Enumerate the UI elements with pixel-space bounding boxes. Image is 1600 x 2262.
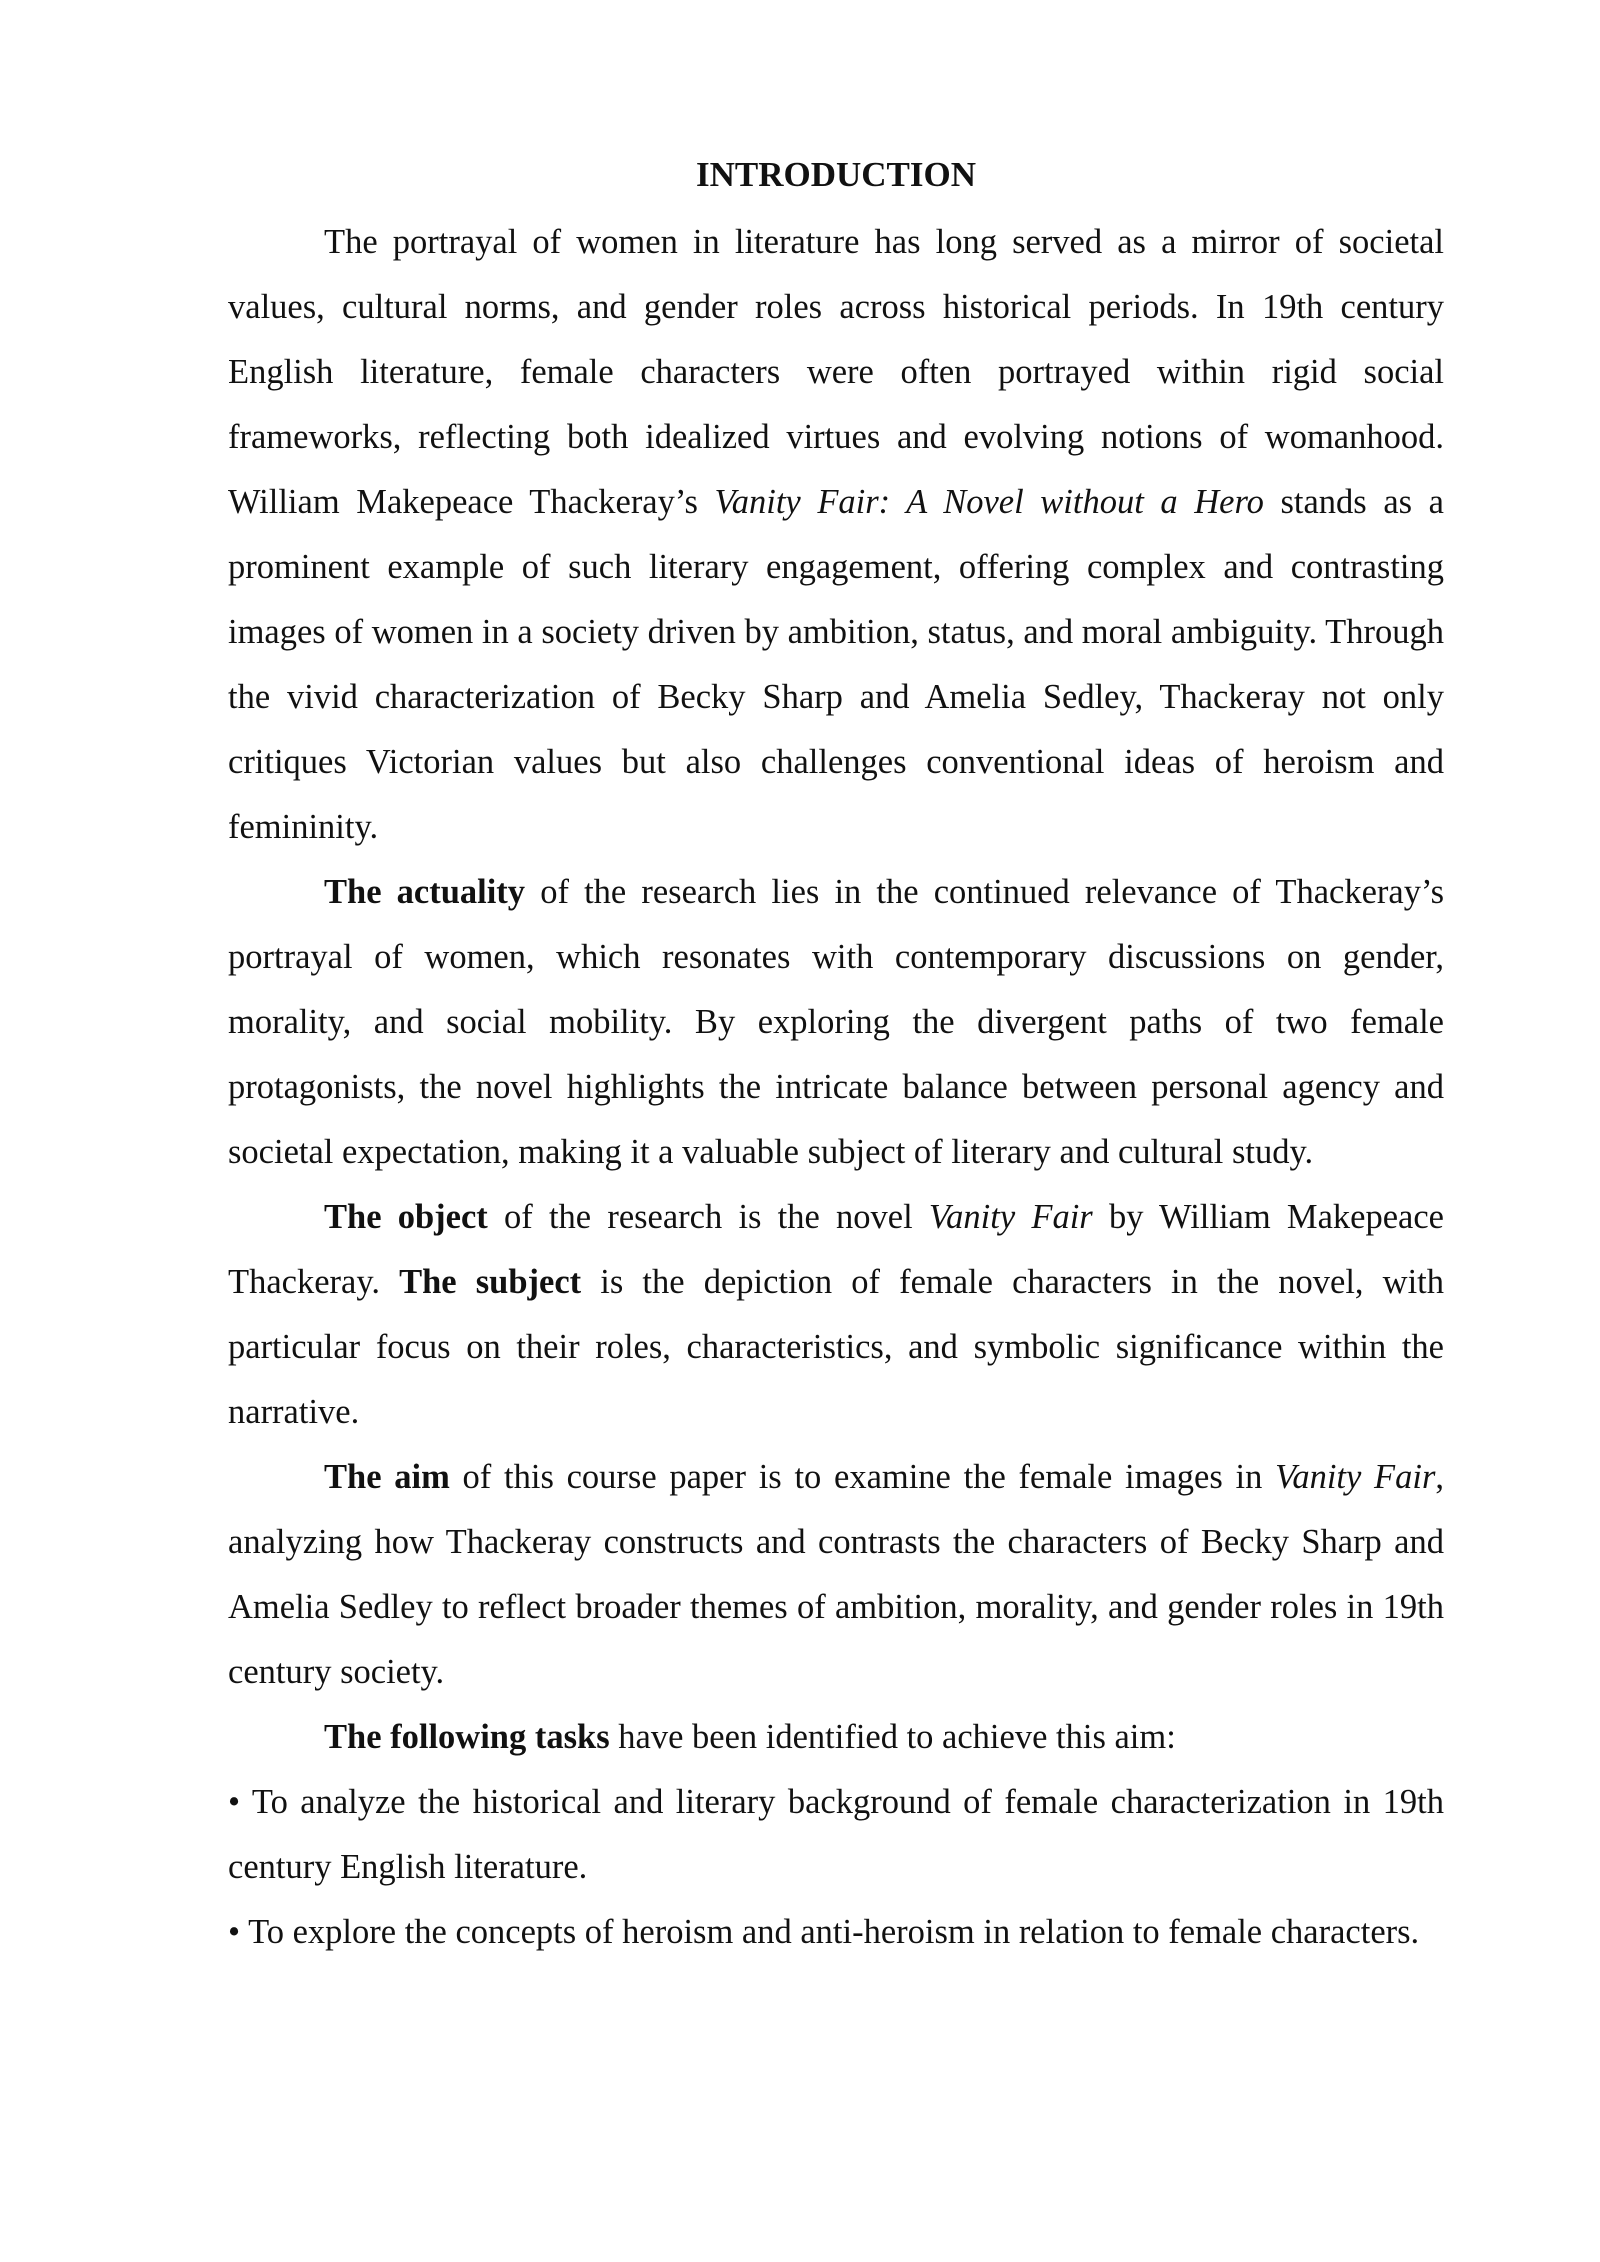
paragraph-object-subject (228, 1185, 1444, 1445)
bold-term: The following tasks (324, 1718, 610, 1756)
text-run: The portrayal of women in literature has long served as a mirror of societal values, cultural norms, and gender roles across historical periods. In 19th century English literature, female characters were often portrayed within rigid social frameworks, reflecting both idealized virtues and evolving notions of womanhood. William Makepeace Thackeray’s (228, 223, 1444, 521)
text-run: is the depiction of female characters in the novel, with particular focus on their roles, characteristics, and symbolic significance within the narrative. (228, 1263, 1445, 1431)
bold-term: The actuality (324, 873, 526, 911)
paragraph-tasks (228, 1705, 1444, 1770)
text-run: by William Makepeace Thackeray. (228, 1198, 1444, 1301)
italic-title: Vanity Fair (928, 1198, 1093, 1236)
bold-term: The object (324, 1198, 488, 1236)
text-run: of the research lies in the continued relevance of Thackeray’s portrayal of women, which resonates with contemporary discussions on gender, morality, and social mobility. By exploring the divergent paths of two female protagonists, the novel highlights the intricate balance between personal agency and societal expectation, making it a valuable subject of literary and cultural study. (228, 873, 1444, 1171)
text-run: , analyzing how Thackeray constructs and contrasts the characters of Becky Sharp and Amelia Sedley to reflect broader themes of ambition, morality, and gender roles in 19th century society. (228, 1458, 1445, 1691)
paragraph-introduction (228, 210, 1444, 860)
paragraph-actuality (228, 860, 1444, 1185)
task-list-item: • To analyze the historical and literary background of female characterization in 19th century English literature. (228, 1783, 1444, 1886)
text-run: of the research is the novel (487, 1198, 929, 1236)
text-run: of this course paper is to examine the female images in (449, 1458, 1276, 1496)
document-page (228, 150, 1444, 1965)
paragraph-aim (228, 1445, 1444, 1705)
text-run: have been identified to achieve this aim: (609, 1718, 1176, 1756)
italic-title: Vanity Fair: A Novel without a Hero (714, 483, 1264, 521)
italic-title: Vanity Fair (1275, 1458, 1436, 1496)
text-run: stands as a prominent example of such literary engagement, offering complex and contrasting images of women in a society driven by ambition, status, and moral ambiguity. Through the vivid characterization of Becky Sharp and Amelia Sedley, Thackeray not only critiques Victorian values but also challenges conventional ideas of heroism and femininity. (228, 483, 1444, 846)
page-title: INTRODUCTION (695, 155, 977, 194)
bold-term: The aim (324, 1458, 450, 1496)
bold-term: The subject (399, 1263, 582, 1301)
task-list-item: • To explore the concepts of heroism and anti-heroism in relation to female characters. (228, 1913, 1420, 1951)
